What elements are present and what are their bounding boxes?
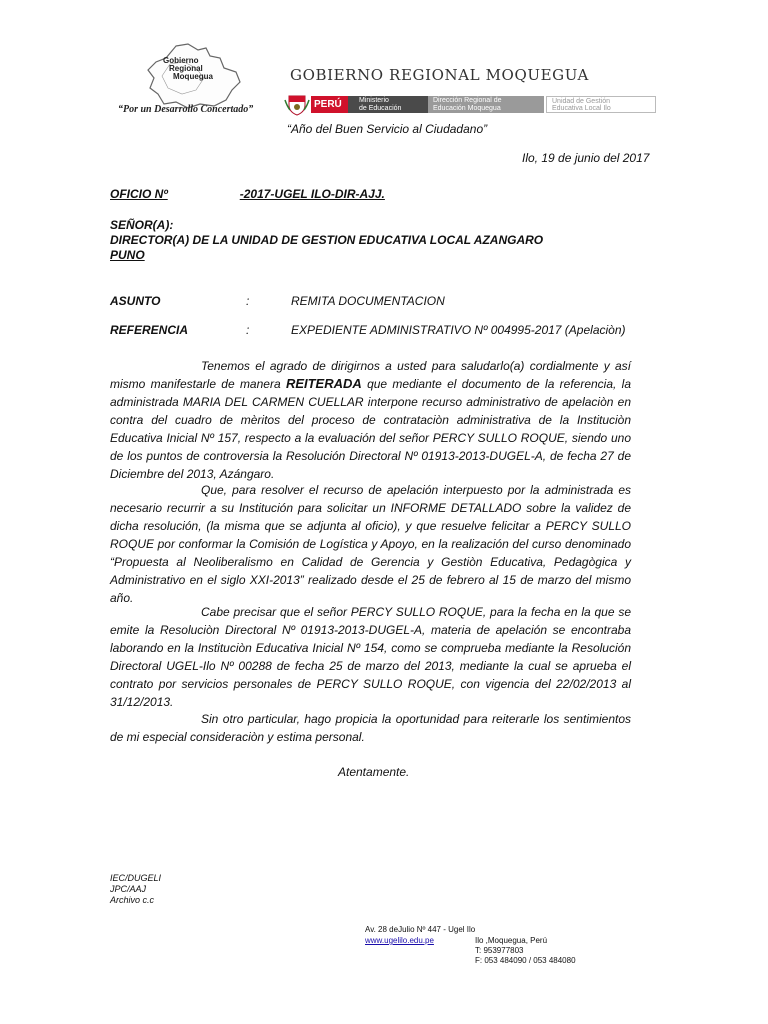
paragraph-1 xyxy=(110,357,631,483)
paragraph-1-text-a: Tenemos el agrado de dirigirnos a usted para saludarlo(a) cordialmente y así mismo manifestarle de manera xyxy=(110,359,631,391)
referencia-value: EXPEDIENTE ADMINISTRATIVO Nº 004995-2017 (Apelaciòn) xyxy=(291,323,626,337)
slogan: “Por un Desarrollo Concertado” xyxy=(118,104,254,115)
initials-line: IEC/DUGELI xyxy=(110,873,162,883)
addressee-title: DIRECTOR(A) DE LA UNIDAD DE GESTION EDUCATIVA LOCAL AZANGARO xyxy=(110,233,544,247)
closing: Atentamente. xyxy=(338,765,410,779)
paragraph-2 xyxy=(110,481,631,607)
logo-line: Gobierno xyxy=(163,56,199,65)
unidad-line: Unidad de Gestión xyxy=(552,98,610,105)
paragraph-3 xyxy=(110,603,631,711)
peru-label: PERÚ xyxy=(314,99,342,110)
oficio-label: OFICIO Nº xyxy=(110,187,168,201)
oficio-line xyxy=(110,187,385,201)
unidad-line: Educativa Local Ilo xyxy=(552,105,611,112)
oficio-number: -2017-UGEL ILO-DIR-AJJ. xyxy=(239,187,385,201)
initials-line: Archivo c.c xyxy=(110,895,155,905)
peru-shield-icon xyxy=(284,94,310,116)
asunto-colon: : xyxy=(246,294,250,308)
peru-band xyxy=(311,96,348,113)
logo-text xyxy=(163,57,223,81)
paragraph-4 xyxy=(110,710,631,746)
referencia-label: REFERENCIA xyxy=(110,323,189,337)
ministerio-band xyxy=(348,96,428,113)
asunto-label: ASUNTO xyxy=(110,294,161,308)
letterhead-title: GOBIERNO REGIONAL MOQUEGUA xyxy=(290,66,589,84)
year-motto: “Año del Buen Servicio al Ciudadano” xyxy=(287,122,488,136)
salutation: SEÑOR(A): xyxy=(110,218,174,232)
footer-fax: F: 053 484090 / 053 484080 xyxy=(475,956,576,965)
footer-website-link[interactable]: www.ugelilo.edu.pe xyxy=(365,936,434,945)
logo-line: Moquegua xyxy=(173,72,213,81)
paragraph-3-text: Cabe precisar que el señor PERCY SULLO ROQUE, para la fecha en la que se emite la Resoluciòn Directoral Nº 01913-2013-DUGEL-A, materia de apelación se encontraba laborando en la Instituciòn Educativa Inicial Nº 154, como se comprueba mediante la Resolución Directoral UGEL-Ilo Nº 00288 de fecha 25 de marzo del 2013, mediante la cual se aprueba el contrato por servicios personales de PERCY SULLO ROQUE, con vigencia del 22/02/2013 al 31/12/2013. xyxy=(110,605,631,709)
direccion-line: Dirección Regional de xyxy=(433,97,502,104)
addressee-place: PUNO xyxy=(110,248,145,262)
unidad-band xyxy=(546,96,656,113)
footer-contact xyxy=(475,936,576,966)
direccion-line: Educación Moquegua xyxy=(433,105,501,112)
footer-phone: T: 953977803 xyxy=(475,946,524,955)
logo-line: Regional xyxy=(169,64,203,73)
paragraph-4-text: Sin otro particular, hago propicia la oportunidad para reiterarle los sentimientos de mi especial consideraciòn y estima personal. xyxy=(110,712,631,744)
initials xyxy=(110,873,161,906)
referencia-colon: : xyxy=(246,323,250,337)
date-line: Ilo, 19 de junio del 2017 xyxy=(522,151,650,165)
ministerio-line: de Educación xyxy=(359,105,402,112)
paragraph-2-text: Que, para resolver el recurso de apelación interpuesto por la administrada es necesario recurrir a su Institución para solicitar un INFORME DETALLADO sobre la validez de dicha resolución, (la misma que se adjunta al oficio), y que resuelve felicitar a PERCY SULLO ROQUE por conformar la Comisión de Logística y Apoyo, en la realización del curso denominado “Propuesta al Neoliberalismo en Calidad de Gerencia y Gestiòn Educativa, Pedagògica y Administrativo en el siglo XXI-2013” realizado desde el 25 de febrero al 15 de marzo del mismo año. xyxy=(110,483,631,605)
ministerio-line: Ministerio xyxy=(359,97,389,104)
initials-line: JPC/AAJ xyxy=(110,884,147,894)
footer-address: Av. 28 deJulio Nº 447 - Ugel Ilo xyxy=(365,925,476,934)
direccion-band xyxy=(428,96,544,113)
addressee xyxy=(110,218,543,263)
asunto-value: REMITA DOCUMENTACION xyxy=(291,294,445,308)
footer-city: Ilo ,Moquegua, Perú xyxy=(475,936,548,945)
paragraph-1-text-b: que mediante el documento de la referencia, la administrada MARIA DEL CARMEN CUELLAR interpone recurso administrativo de apelaciòn en contra del cuadro de mèritos del proceso de contrataciòn administrativa de la Instituciòn Educativa Inicial Nº 157, respecto a la evaluación del señor PERCY SULLO ROQUE, siendo uno de los puntos de controversia la Resolución Directoral Nº 01913-2013-DUGEL-A, de fecha 27 de Diciembre del 2013, Azángaro. xyxy=(110,377,631,481)
paragraph-1-emphasis: REITERADA xyxy=(285,376,362,391)
